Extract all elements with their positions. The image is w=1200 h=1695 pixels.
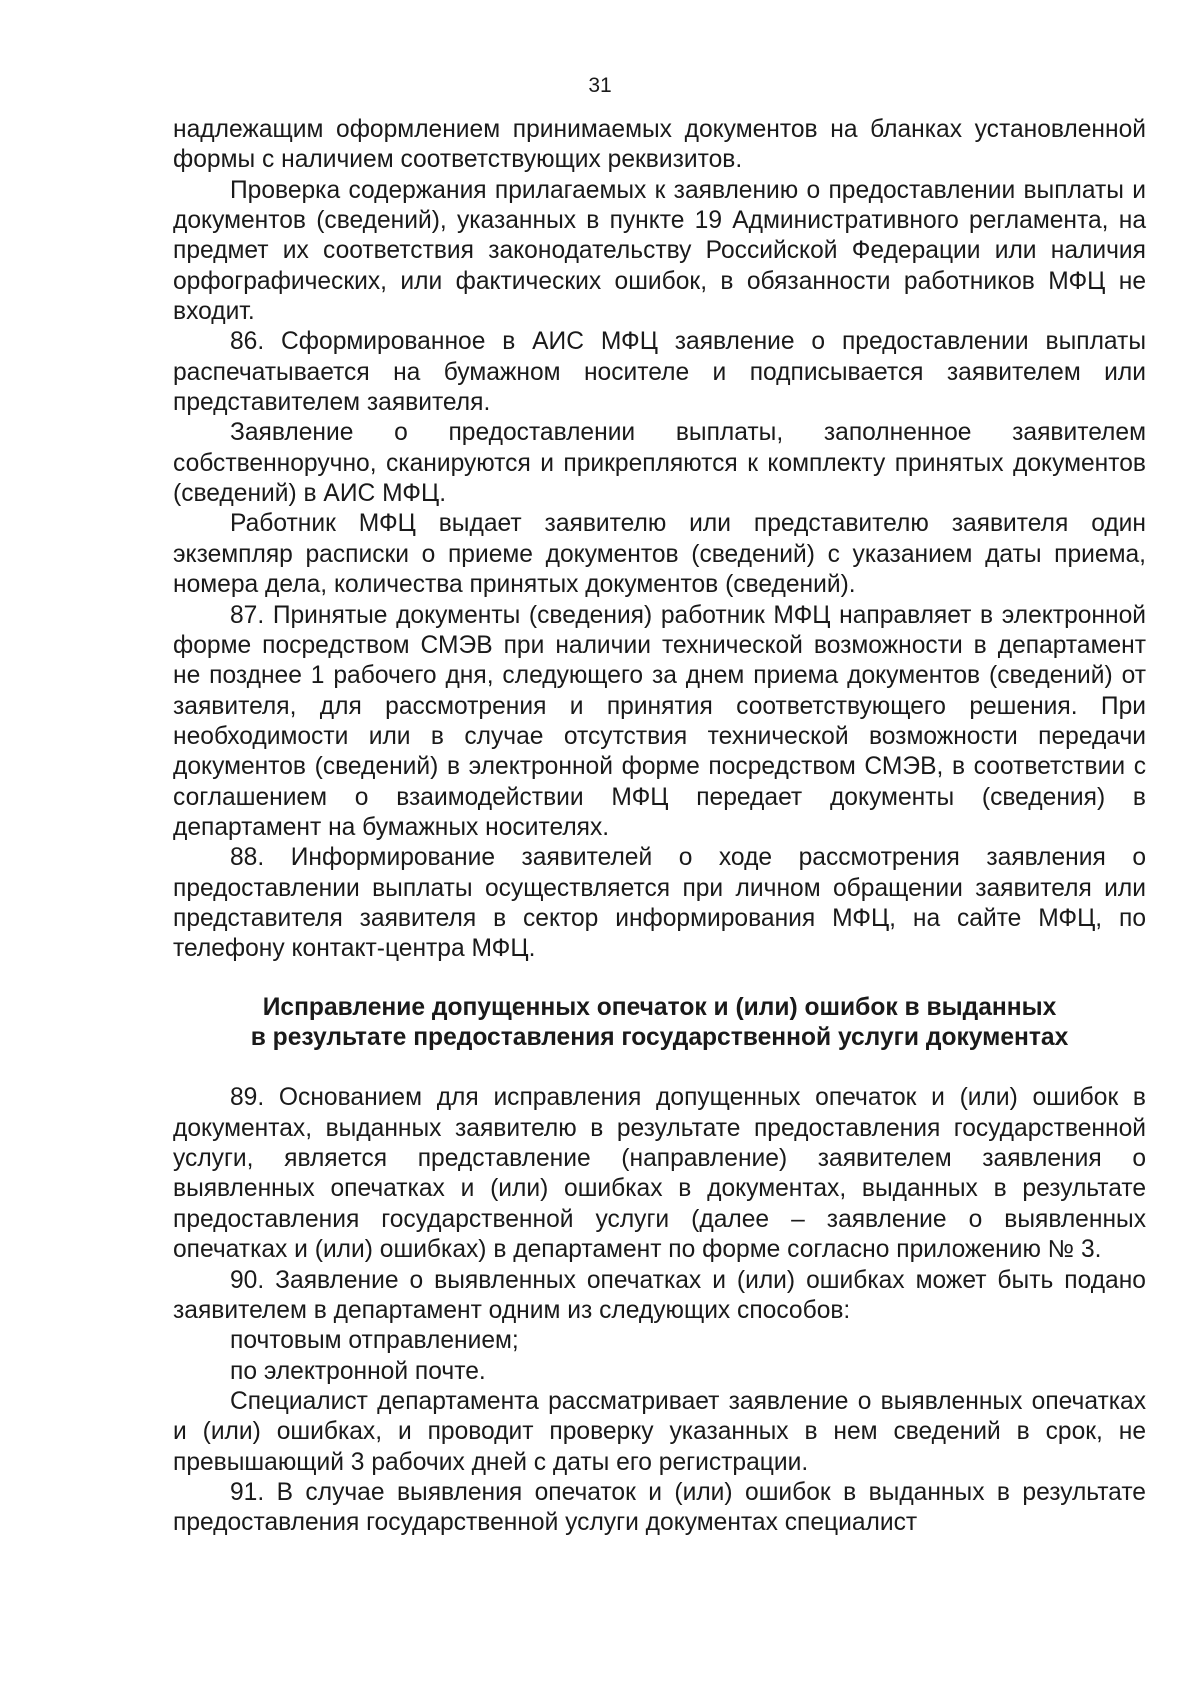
paragraph-87: 87. Принятые документы (сведения) работник МФЦ направляет в электронной форме посредством СМЭВ при наличии технической возможности в департамент не позднее 1 рабочего дня, следующего за днем приема документов (сведений) от заявителя, для рассмотрения и принятия соответствующего решения. При необходимости или в случае отсутствия технической возможности передачи документов (сведений) в электронной форме посредством СМЭВ, в соответствии с соглашением о взаимодействии МФЦ передает документы (сведения) в департамент на бумажных носителях.: [173, 601, 1146, 841]
section-before-heading: [173, 115, 1146, 965]
paragraph-90: 90. Заявление о выявленных опечатках и (или) ошибках может быть подано заявителем в департамент одним из следующих способов:: [173, 1266, 1146, 1324]
section-heading: [173, 993, 1146, 1054]
section-heading-line-2: в результате предоставления государственной услуги документах: [250, 1024, 1069, 1052]
paragraph-handwritten-application: Заявление о предоставлении выплаты, заполненное заявителем собственноручно, сканируются и прикрепляются к комплекту принятых документов (сведений) в АИС МФЦ.: [173, 419, 1146, 508]
section-after-heading: [173, 1083, 1146, 1538]
paragraph-91: 91. В случае выявления опечаток и (или) ошибок в выданных в результате предоставления государственной услуги документах специалист: [173, 1478, 1146, 1537]
paragraph-verification-note: Проверка содержания прилагаемых к заявлению о предоставлении выплаты и документов (сведений), указанных в пункте 19 Административного регламента, на предмет их соответствия законодательству Российской Федерации или наличия орфографических, или фактических ошибок, в обязанности работников МФЦ не входит.: [173, 176, 1146, 326]
document-body: [173, 115, 1146, 1539]
paragraph-receipt: Работник МФЦ выдает заявителю или представителю заявителя один экземпляр расписки о приеме документов (сведений) с указанием даты приема, номера дела, количества принятых документов (сведений).: [173, 510, 1146, 599]
paragraph-86: 86. Сформированное в АИС МФЦ заявление о предоставлении выплаты распечатывается на бумажном носителе и подписывается заявителем или представителем заявителя.: [173, 328, 1146, 417]
paragraph-89: 89. Основанием для исправления допущенных опечаток и (или) ошибок в документах, выданных заявителю в результате предоставления государственной услуги, является представление (направление) заявителем заявления о выявленных опечатках и (или) ошибках в документах, выданных в результате предоставления государственной услуги (далее – заявление о выявленных опечатках и (или) ошибках) в департамент по форме согласно приложению № 3.: [173, 1084, 1146, 1264]
paragraph-specialist-review: Специалист департамента рассматривает заявление о выявленных опечатках и (или) ошибках, и проводит проверку указанных в нем сведений в срок, не превышающий 3 рабочих дней с даты его регистрации.: [173, 1387, 1146, 1476]
paragraph-continuation: надлежащим оформлением принимаемых документов на бланках установленной формы с наличием соответствующих реквизитов.: [173, 116, 1146, 174]
list-item-postal: почтовым отправлением;: [230, 1327, 519, 1355]
list-item-email: по электронной почте.: [230, 1357, 486, 1385]
page-number: 31: [588, 74, 612, 97]
paragraph-88: 88. Информирование заявителей о ходе рассмотрения заявления о предоставлении выплаты осуществляется при личном обращении заявителя или представителя заявителя в сектор информирования МФЦ, на сайте МФЦ, по телефону контакт-центра МФЦ.: [173, 844, 1146, 963]
section-heading-line-1: Исправление допущенных опечаток и (или) ошибок в выданных: [262, 993, 1057, 1021]
